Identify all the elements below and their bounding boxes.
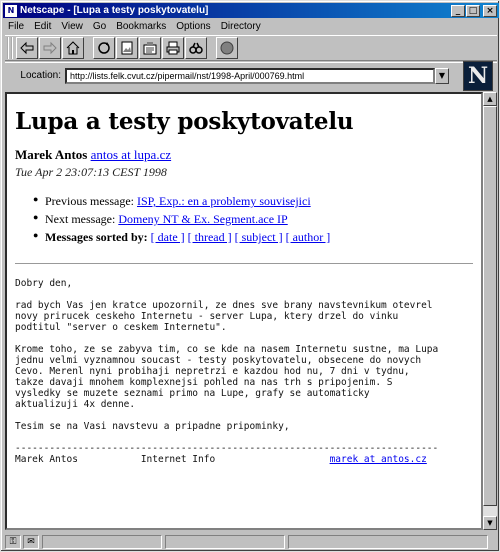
menu-edit[interactable]: Edit — [34, 20, 52, 32]
stop-button[interactable] — [216, 37, 238, 59]
print-button[interactable] — [162, 37, 184, 59]
sort-options-item — [33, 230, 473, 245]
previous-message-item — [33, 194, 473, 209]
print-icon — [165, 40, 181, 56]
message-date: Tue Apr 2 23:07:13 CEST 1998 — [15, 165, 167, 179]
signature-line: Marek Antos Internet Info marek at antos.cz — [15, 454, 427, 465]
scroll-up-button[interactable]: ▲ — [483, 92, 497, 106]
progress-field — [165, 535, 285, 549]
netscape-logo-letter: N — [467, 63, 489, 89]
sort-by-date-link[interactable]: [ date ] — [150, 230, 185, 244]
previous-message-link[interactable]: ISP, Exp.: en a problemy souvisejici — [137, 194, 311, 208]
body-line: jednu velmi vyznamnou soucast - testy poskytovatelu, obsecene do novych — [15, 355, 422, 366]
maximize-button[interactable]: □ — [466, 5, 480, 17]
back-button[interactable] — [16, 37, 38, 59]
security-key-icon[interactable]: ⚿ — [5, 535, 21, 549]
body-line: rad bych Vas jen kratce upozornil, ze dnes sve brany navstevnikum otevrel — [15, 300, 433, 311]
find-icon — [188, 40, 204, 56]
body-line: takze davaji mnohem komplexnejsi pohled na nas trh s pripojenim. S — [15, 377, 393, 388]
next-message-label: Next message: — [45, 212, 116, 226]
find-button[interactable] — [185, 37, 207, 59]
home-icon — [65, 40, 81, 56]
previous-message-label: Previous message: — [45, 194, 134, 208]
reload-button[interactable] — [93, 37, 115, 59]
body-line: Dobry den, — [15, 278, 73, 289]
body-line: -------------------------------------------------------------------------- — [15, 443, 439, 454]
message-body — [15, 278, 473, 465]
page-content — [5, 92, 483, 530]
body-line: podtitul "server o ceskem Internetu". — [15, 322, 227, 333]
toolbar-grip[interactable] — [7, 37, 13, 59]
close-button[interactable]: × — [483, 5, 497, 17]
stop-icon — [219, 40, 235, 56]
author-name: Marek Antos — [15, 147, 88, 162]
reload-icon — [96, 40, 112, 56]
author-line — [15, 147, 473, 163]
signature-email-link[interactable]: marek at antos.cz — [329, 454, 427, 465]
window-title: Netscape - [Lupa a testy poskytovatelu] — [20, 5, 209, 16]
open-icon — [142, 40, 158, 56]
next-message-link[interactable]: Domeny NT & Ex. Segment.ace IP — [118, 212, 288, 226]
location-input[interactable]: http://lists.felk.cvut.cz/pipermail/nst/1998-April/000769.html — [65, 68, 435, 84]
scroll-down-button[interactable]: ▼ — [483, 516, 497, 530]
body-line: aktualizuji 4x denne. — [15, 399, 136, 410]
author-email-link[interactable]: antos at lupa.cz — [90, 147, 172, 162]
menu-go[interactable]: Go — [92, 20, 107, 32]
images-button[interactable] — [116, 37, 138, 59]
mail-icon[interactable]: ✉ — [23, 535, 39, 549]
body-line: Tesim se na Vasi navstevu a pripadne pripominky, — [15, 421, 290, 432]
menu-bar — [3, 18, 499, 34]
body-line: Cevo. Merenl nyni probihaji nepretrzi e kazdou hod nu, 7 dni v tydnu, — [15, 366, 410, 377]
menu-view[interactable]: View — [61, 20, 83, 32]
sort-by-thread-link[interactable]: [ thread ] — [187, 230, 232, 244]
forward-button[interactable] — [39, 37, 61, 59]
title-bar[interactable] — [3, 3, 499, 18]
forward-icon — [42, 40, 58, 56]
netscape-logo[interactable] — [463, 61, 493, 91]
sort-by-subject-link[interactable]: [ subject ] — [234, 230, 283, 244]
navigation-toolbar — [5, 35, 497, 61]
body-line: Krome toho, ze se zabyva tim, co se kde na nasem Internetu sustne, ma Lupa — [15, 344, 439, 355]
back-icon — [19, 40, 35, 56]
body-line: vysledky se muzete seznami primo na Lupe, grafy se automaticky — [15, 388, 370, 399]
location-label: Location: — [20, 70, 61, 81]
open-button[interactable] — [139, 37, 161, 59]
status-bar — [3, 533, 499, 551]
images-icon — [119, 40, 135, 56]
minimize-button[interactable]: _ — [451, 5, 465, 17]
sort-by-author-link[interactable]: [ author ] — [285, 230, 331, 244]
sorted-by-label: Messages sorted by: — [45, 230, 148, 244]
location-bar — [5, 62, 497, 88]
scroll-thumb[interactable] — [483, 106, 497, 506]
location-dropdown-button[interactable]: ▼ — [435, 68, 449, 84]
message-navigation — [33, 194, 473, 245]
status-extra — [288, 535, 488, 549]
vertical-scrollbar[interactable] — [483, 92, 497, 530]
menu-file[interactable]: File — [8, 20, 25, 32]
home-button[interactable] — [62, 37, 84, 59]
netscape-app-icon[interactable]: N — [5, 5, 17, 17]
menu-directory[interactable]: Directory — [220, 20, 261, 32]
next-message-item — [33, 212, 473, 227]
status-message — [42, 535, 162, 549]
page-heading: Lupa a testy poskytovatelu — [15, 108, 354, 135]
menu-options[interactable]: Options — [176, 20, 211, 32]
body-line: novy prirucek ceskeho Internetu - server Lupa, ktery drzel do vinku — [15, 311, 399, 322]
menu-bookmarks[interactable]: Bookmarks — [116, 20, 167, 32]
divider — [15, 263, 473, 264]
